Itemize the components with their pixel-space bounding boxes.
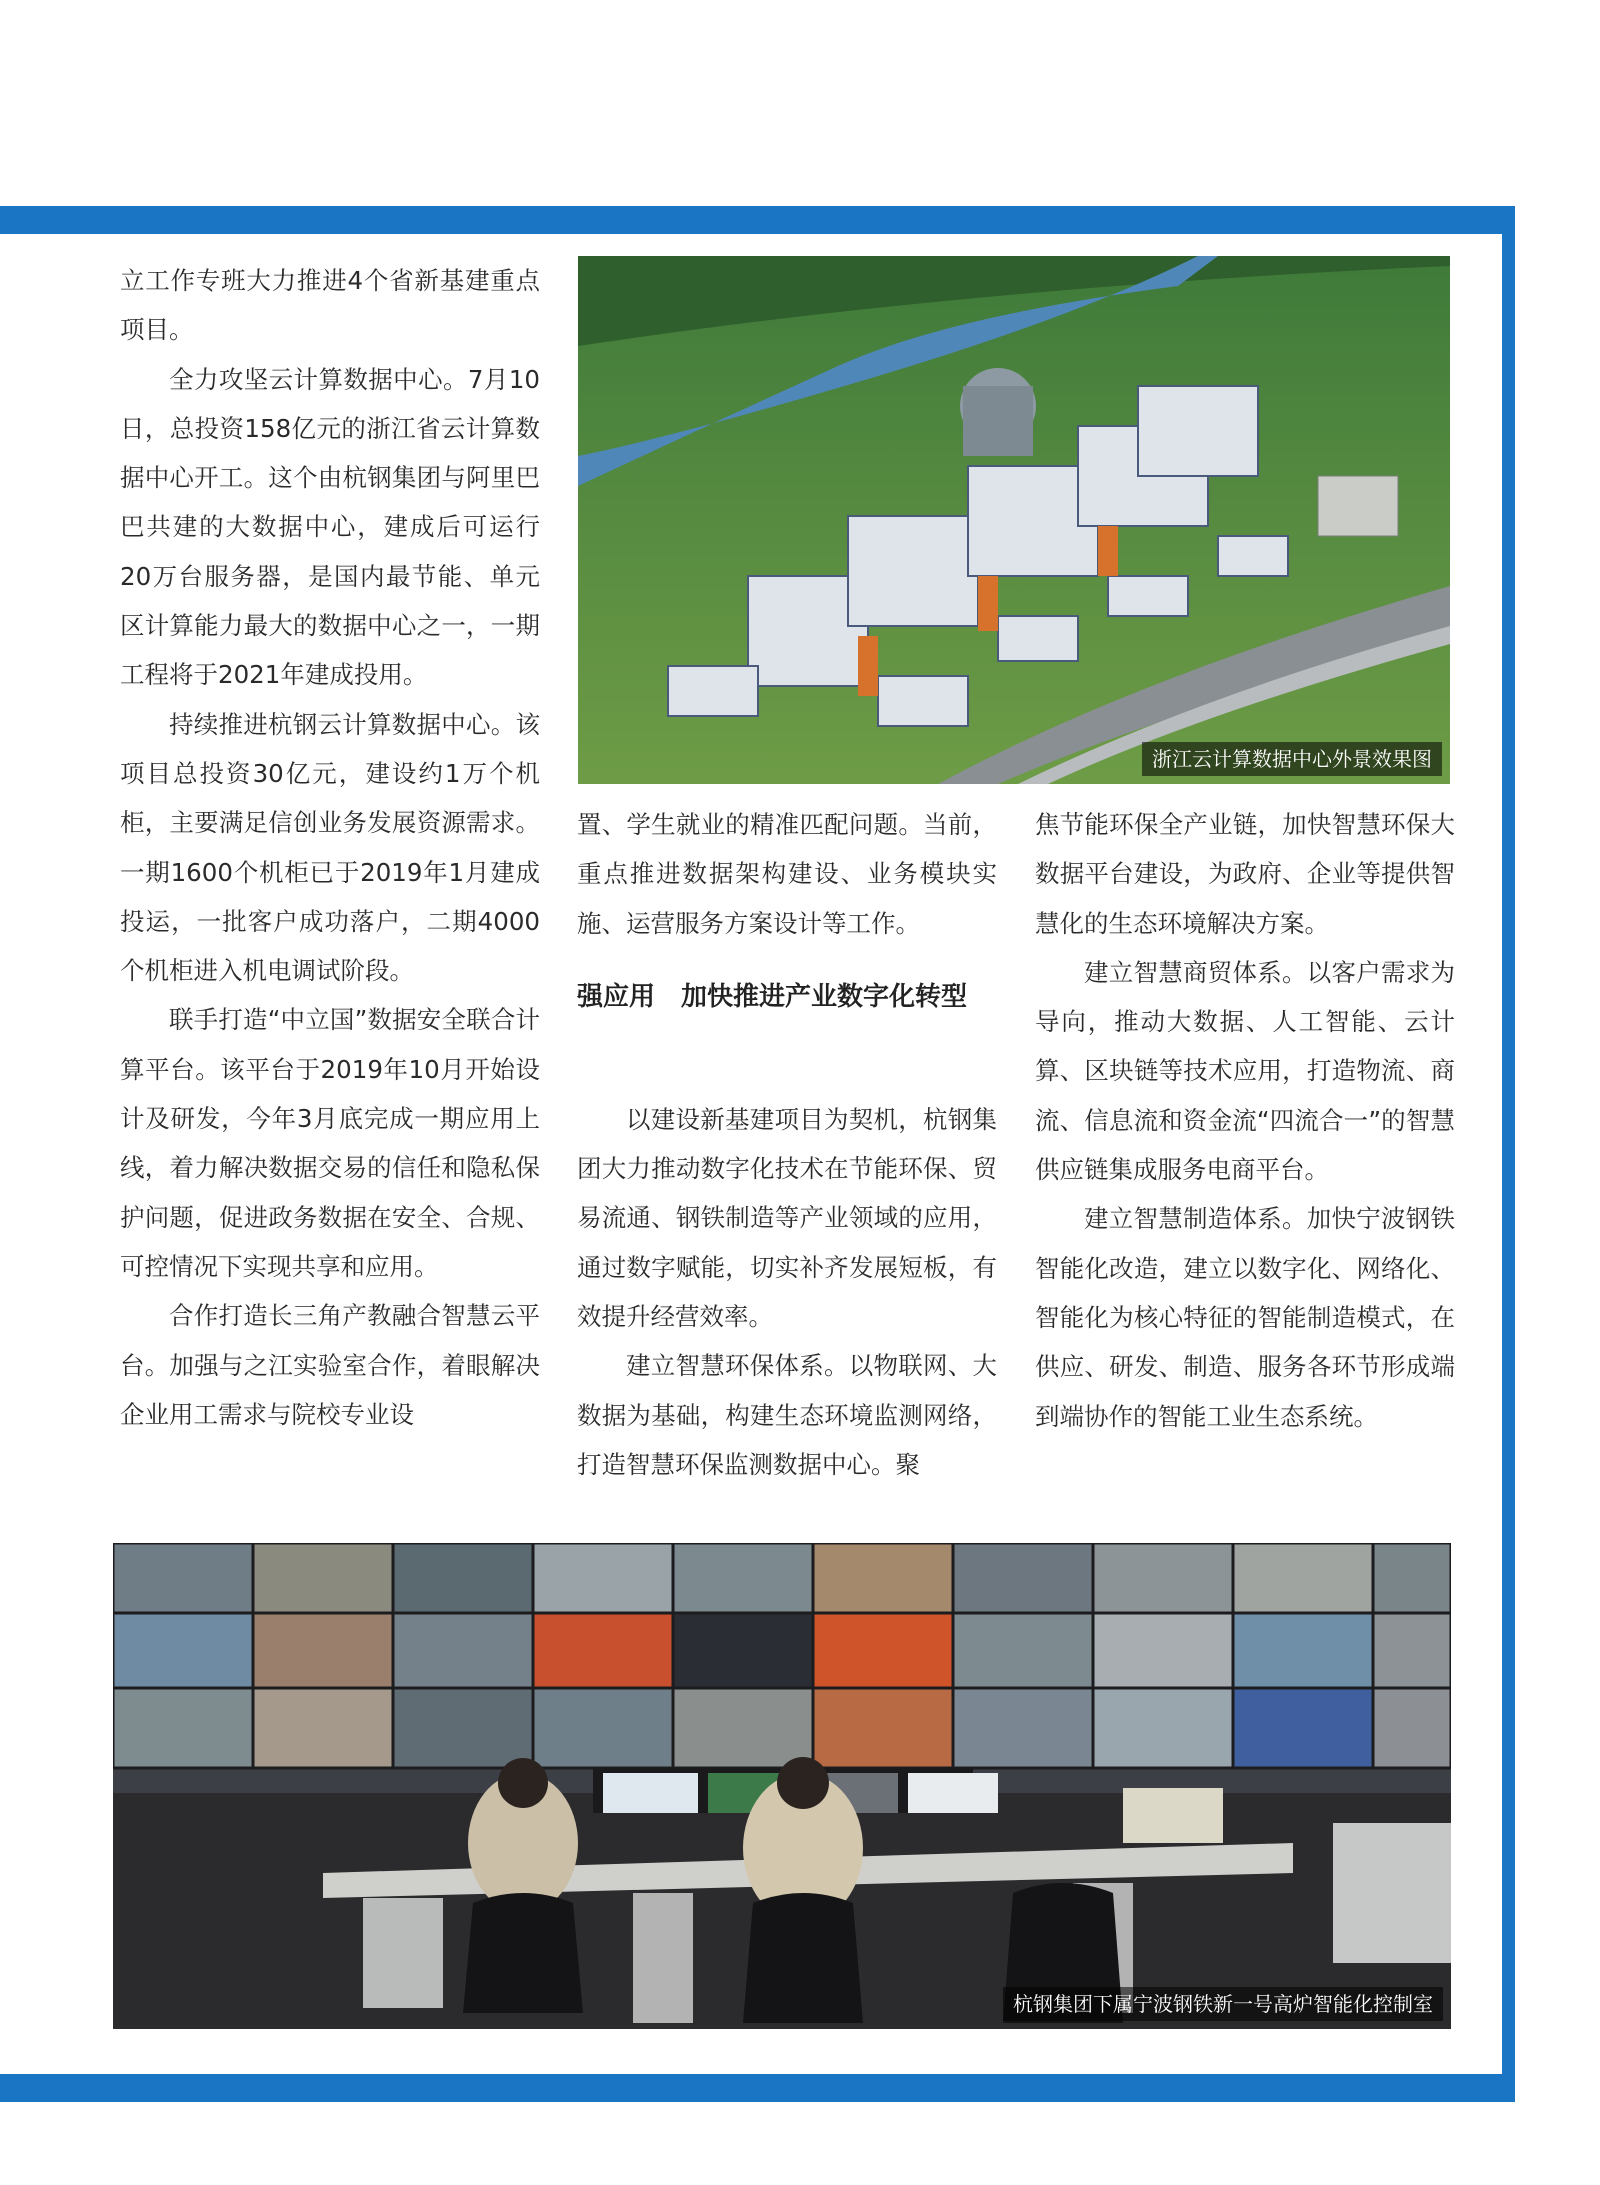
datacenter-illustration xyxy=(578,256,1450,784)
paragraph: 全力攻坚云计算数据中心。7月10日，总投资158亿元的浙江省云计算数据中心开工。这个由杭钢集团与阿里巴巴共建的大数据中心，建成后可运行20万台服务器，是国内最节能、单元区计算能力最大的数据中心之一，一期工程将于2021年建成投用。 xyxy=(120,364,540,690)
frame-bottom-bar xyxy=(0,2074,1515,2102)
paragraph: 焦节能环保全产业链，加快智慧环保大数据平台建设，为政府、企业等提供智慧化的生态环境解决方案。 xyxy=(1035,810,1455,938)
control-room-illustration xyxy=(113,1543,1451,2029)
paragraph: 置、学生就业的精准匹配问题。当前，重点推进数据架构建设、业务模块实施、运营服务方案设计等工作。 xyxy=(577,810,997,938)
paragraph: 建立智慧环保体系。以物联网、大数据为基础，构建生态环境监测网络，打造智慧环保监测数据中心。聚 xyxy=(577,1351,997,1479)
text-column-1 xyxy=(120,256,540,1439)
paragraph: 联手打造“中立国”数据安全联合计算平台。该平台于2019年10月开始设计及研发，今年3月底完成一期应用上线，着力解决数据交易的信任和隐私保护问题，促进政务数据在安全、合规、可控情况下实现共享和应用。 xyxy=(120,1005,540,1281)
frame-top-bar xyxy=(0,206,1515,234)
paragraph: 建立智慧制造体系。加快宁波钢铁智能化改造，建立以数字化、网络化、智能化为核心特征的智能制造模式，在供应、研发、制造、服务各环节形成端到端协作的智能工业生态系统。 xyxy=(1035,1204,1455,1431)
datacenter-photo xyxy=(578,256,1450,784)
text-column-2 xyxy=(577,800,997,1489)
datacenter-caption: 浙江云计算数据中心外景效果图 xyxy=(1142,742,1442,776)
paragraph: 立工作专班大力推进4个省新基建重点项目。 xyxy=(120,266,540,345)
paragraph: 合作打造长三角产教融合智慧云平台。加强与之江实验室合作，着眼解决企业用工需求与院校专业设 xyxy=(120,1301,540,1429)
control-room-caption: 杭钢集团下属宁波钢铁新一号高炉智能化控制室 xyxy=(1003,1987,1443,2021)
section-heading: 强应用 加快推进产业数字化转型 xyxy=(577,981,968,1012)
text-column-3 xyxy=(1035,800,1455,1441)
paragraph: 以建设新基建项目为契机，杭钢集团大力推动数字化技术在节能环保、贸易流通、钢铁制造等产业领域的应用，通过数字赋能，切实补齐发展短板，有效提升经营效率。 xyxy=(577,1104,997,1332)
frame-right-bar xyxy=(1502,206,1515,2102)
paragraph: 持续推进杭钢云计算数据中心。该项目总投资30亿元，建设约1万个机柜，主要满足信创业务发展资源需求。一期1600个机柜已于2019年1月建成投运，一批客户成功落户，二期4000个机柜进入机电调试阶段。 xyxy=(120,709,540,986)
paragraph: 建立智慧商贸体系。以客户需求为导向，推动大数据、人工智能、云计算、区块链等技术应用，打造物流、商流、信息流和资金流“四流合一”的智慧供应链集成服务电商平台。 xyxy=(1035,957,1455,1185)
control-room-photo xyxy=(113,1543,1451,2029)
